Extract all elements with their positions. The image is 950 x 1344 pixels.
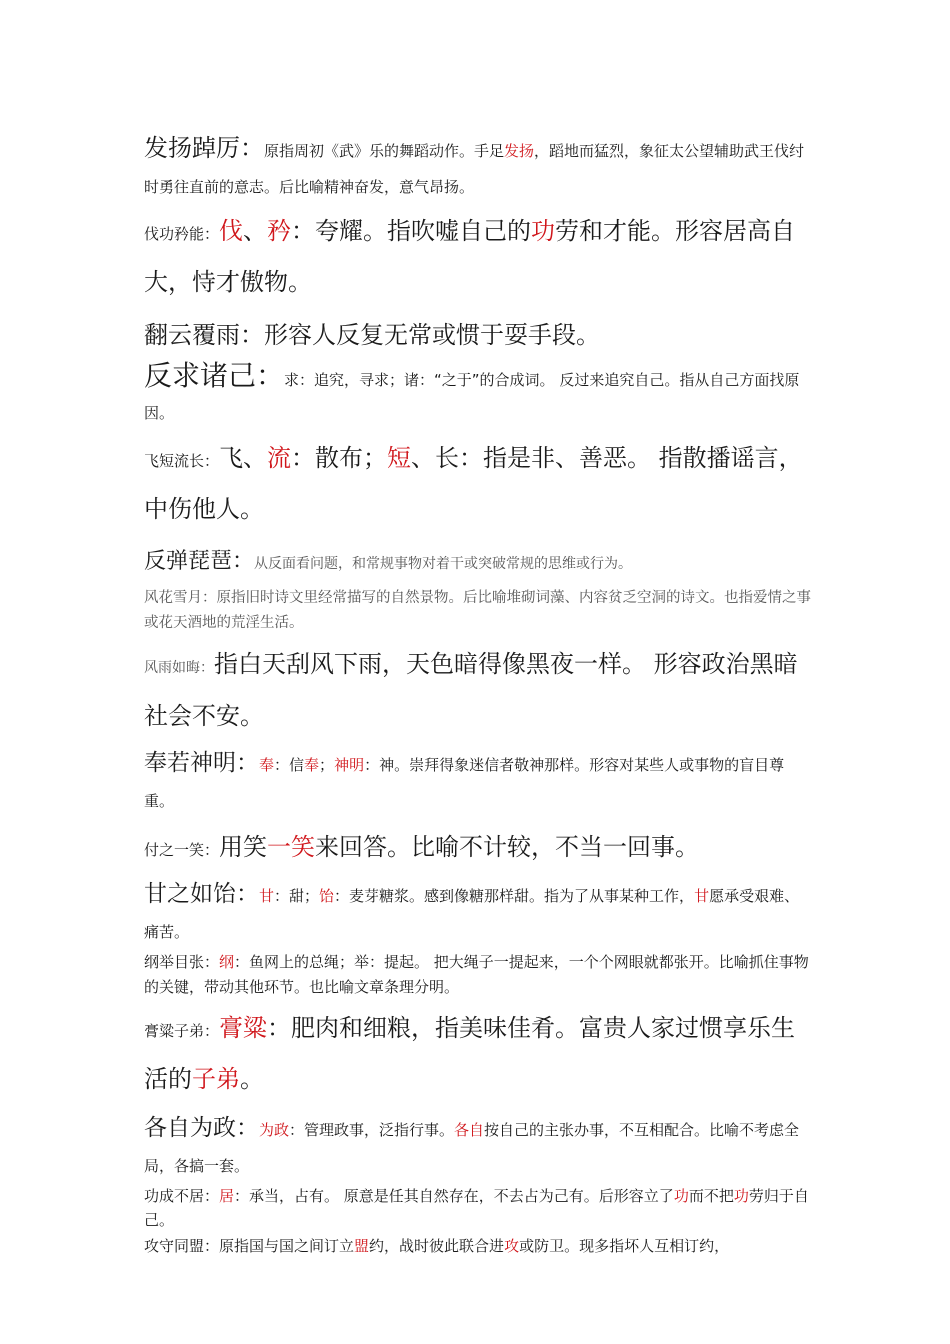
idiom-definition: 伐、矜：夸耀。指吹嘘自己的功劳和才能。形容居高自大，恃才傲物。 [144,217,796,296]
idiom-term: 伐功矜能： [144,225,220,243]
idiom-term: 发扬踔厉： [144,134,264,162]
idiom-definition: 从反面看问题，和常规事物对着干或突破常规的思维或行为。 [254,556,633,572]
idiom-definition: 奉：信奉；神明：神。崇拜得象迷信者敬神那样。形容对某些人或事物的盲目尊重。 [144,756,785,810]
idiom-entry [144,950,814,1000]
idiom-term: 甘之如饴： [144,881,259,907]
idiom-entry [144,586,814,636]
idiom-entry [144,311,814,359]
idiom-definition: 为政：管理政事，泛指行事。各自按自己的主张办事，不互相配合。比喻不考虑全局，各搞一套。 [144,1121,800,1175]
idiom-term: 纲举目张： [144,953,220,971]
idiom-entry [144,130,814,205]
document-page [144,130,814,1259]
idiom-entry [144,745,814,819]
idiom-entry [144,876,814,950]
idiom-entry [144,1234,814,1259]
idiom-definition: 指白天刮风下雨，天色暗得像黑夜一样。 形容政治黑暗社会不安。 [144,650,798,730]
idiom-term: 飞短流长： [144,452,220,470]
idiom-definition: 原指周初《武》乐的舞蹈动作。手足发扬，蹈地而猛烈，象征太公望辅助武王伐纣时勇往直前的意志。后比喻精神奋发，意气昂扬。 [144,142,805,196]
idiom-definition: 求：追究，寻求；诸：“之于”的合成词。 反过来追究自己。指从自己方面找原因。 [144,371,800,422]
idiom-entry [144,1004,814,1106]
idiom-term: 翻云覆雨： [144,321,264,349]
idiom-term: 反求诸己： [144,359,285,392]
idiom-term: 膏粱子弟： [144,1022,220,1040]
idiom-definition: 形容人反复无常或惯于耍手段。 [264,321,600,349]
idiom-entry [144,1110,814,1184]
idiom-definition: 原指旧时诗文里经常描写的自然景物。后比喻堆砌词藻、内容贫乏空洞的诗文。也指爱情之事或花天酒地的荒淫生活。 [144,590,811,631]
idiom-entry [144,1184,814,1232]
idiom-entry [144,640,814,743]
idiom-entry [144,542,814,584]
idiom-definition: 原指国与国之间订立盟约，战时彼此联合进攻或防卫。现多指坏人互相订约， [219,1237,730,1255]
idiom-definition: 膏粱：肥肉和细粮，指美味佳肴。富贵人家过惯享乐生活的子弟。 [144,1014,796,1093]
idiom-definition: 用笑一笑来回答。比喻不计较，不当一回事。 [219,833,700,861]
idiom-term: 反弹琵琶： [144,549,255,574]
idiom-term: 风花雪月： [144,590,217,606]
idiom-definition: 飞、流：散布；短、长：指是非、善恶。 指散播谣言，中伤他人。 [144,444,803,523]
idiom-entry [144,823,814,874]
idiom-term: 风雨如晦： [144,660,214,676]
idiom-term: 奉若神明： [144,750,259,776]
idiom-term: 付之一笑： [144,841,220,859]
idiom-definition: 居：承当，占有。 原意是任其自然存在，不去占为己有。后形容立了功而不把功劳归于自己。 [144,1187,809,1229]
idiom-entry [144,359,814,430]
idiom-entry [144,434,814,536]
idiom-term: 攻守同盟： [144,1237,220,1255]
idiom-term: 各自为政： [144,1115,259,1141]
idiom-definition: 甘：甜；饴：麦芽糖浆。感到像糖那样甜。指为了从事某种工作，甘愿承受艰难、痛苦。 [144,887,800,941]
idiom-entry [144,207,814,309]
idiom-definition: 纲：鱼网上的总绳；举：提起。 把大绳子一提起来，一个个网眼就都张开。比喻抓住事物的关键，带动其他环节。也比喻文章条理分明。 [144,953,809,996]
idiom-term: 功成不居： [144,1187,220,1205]
